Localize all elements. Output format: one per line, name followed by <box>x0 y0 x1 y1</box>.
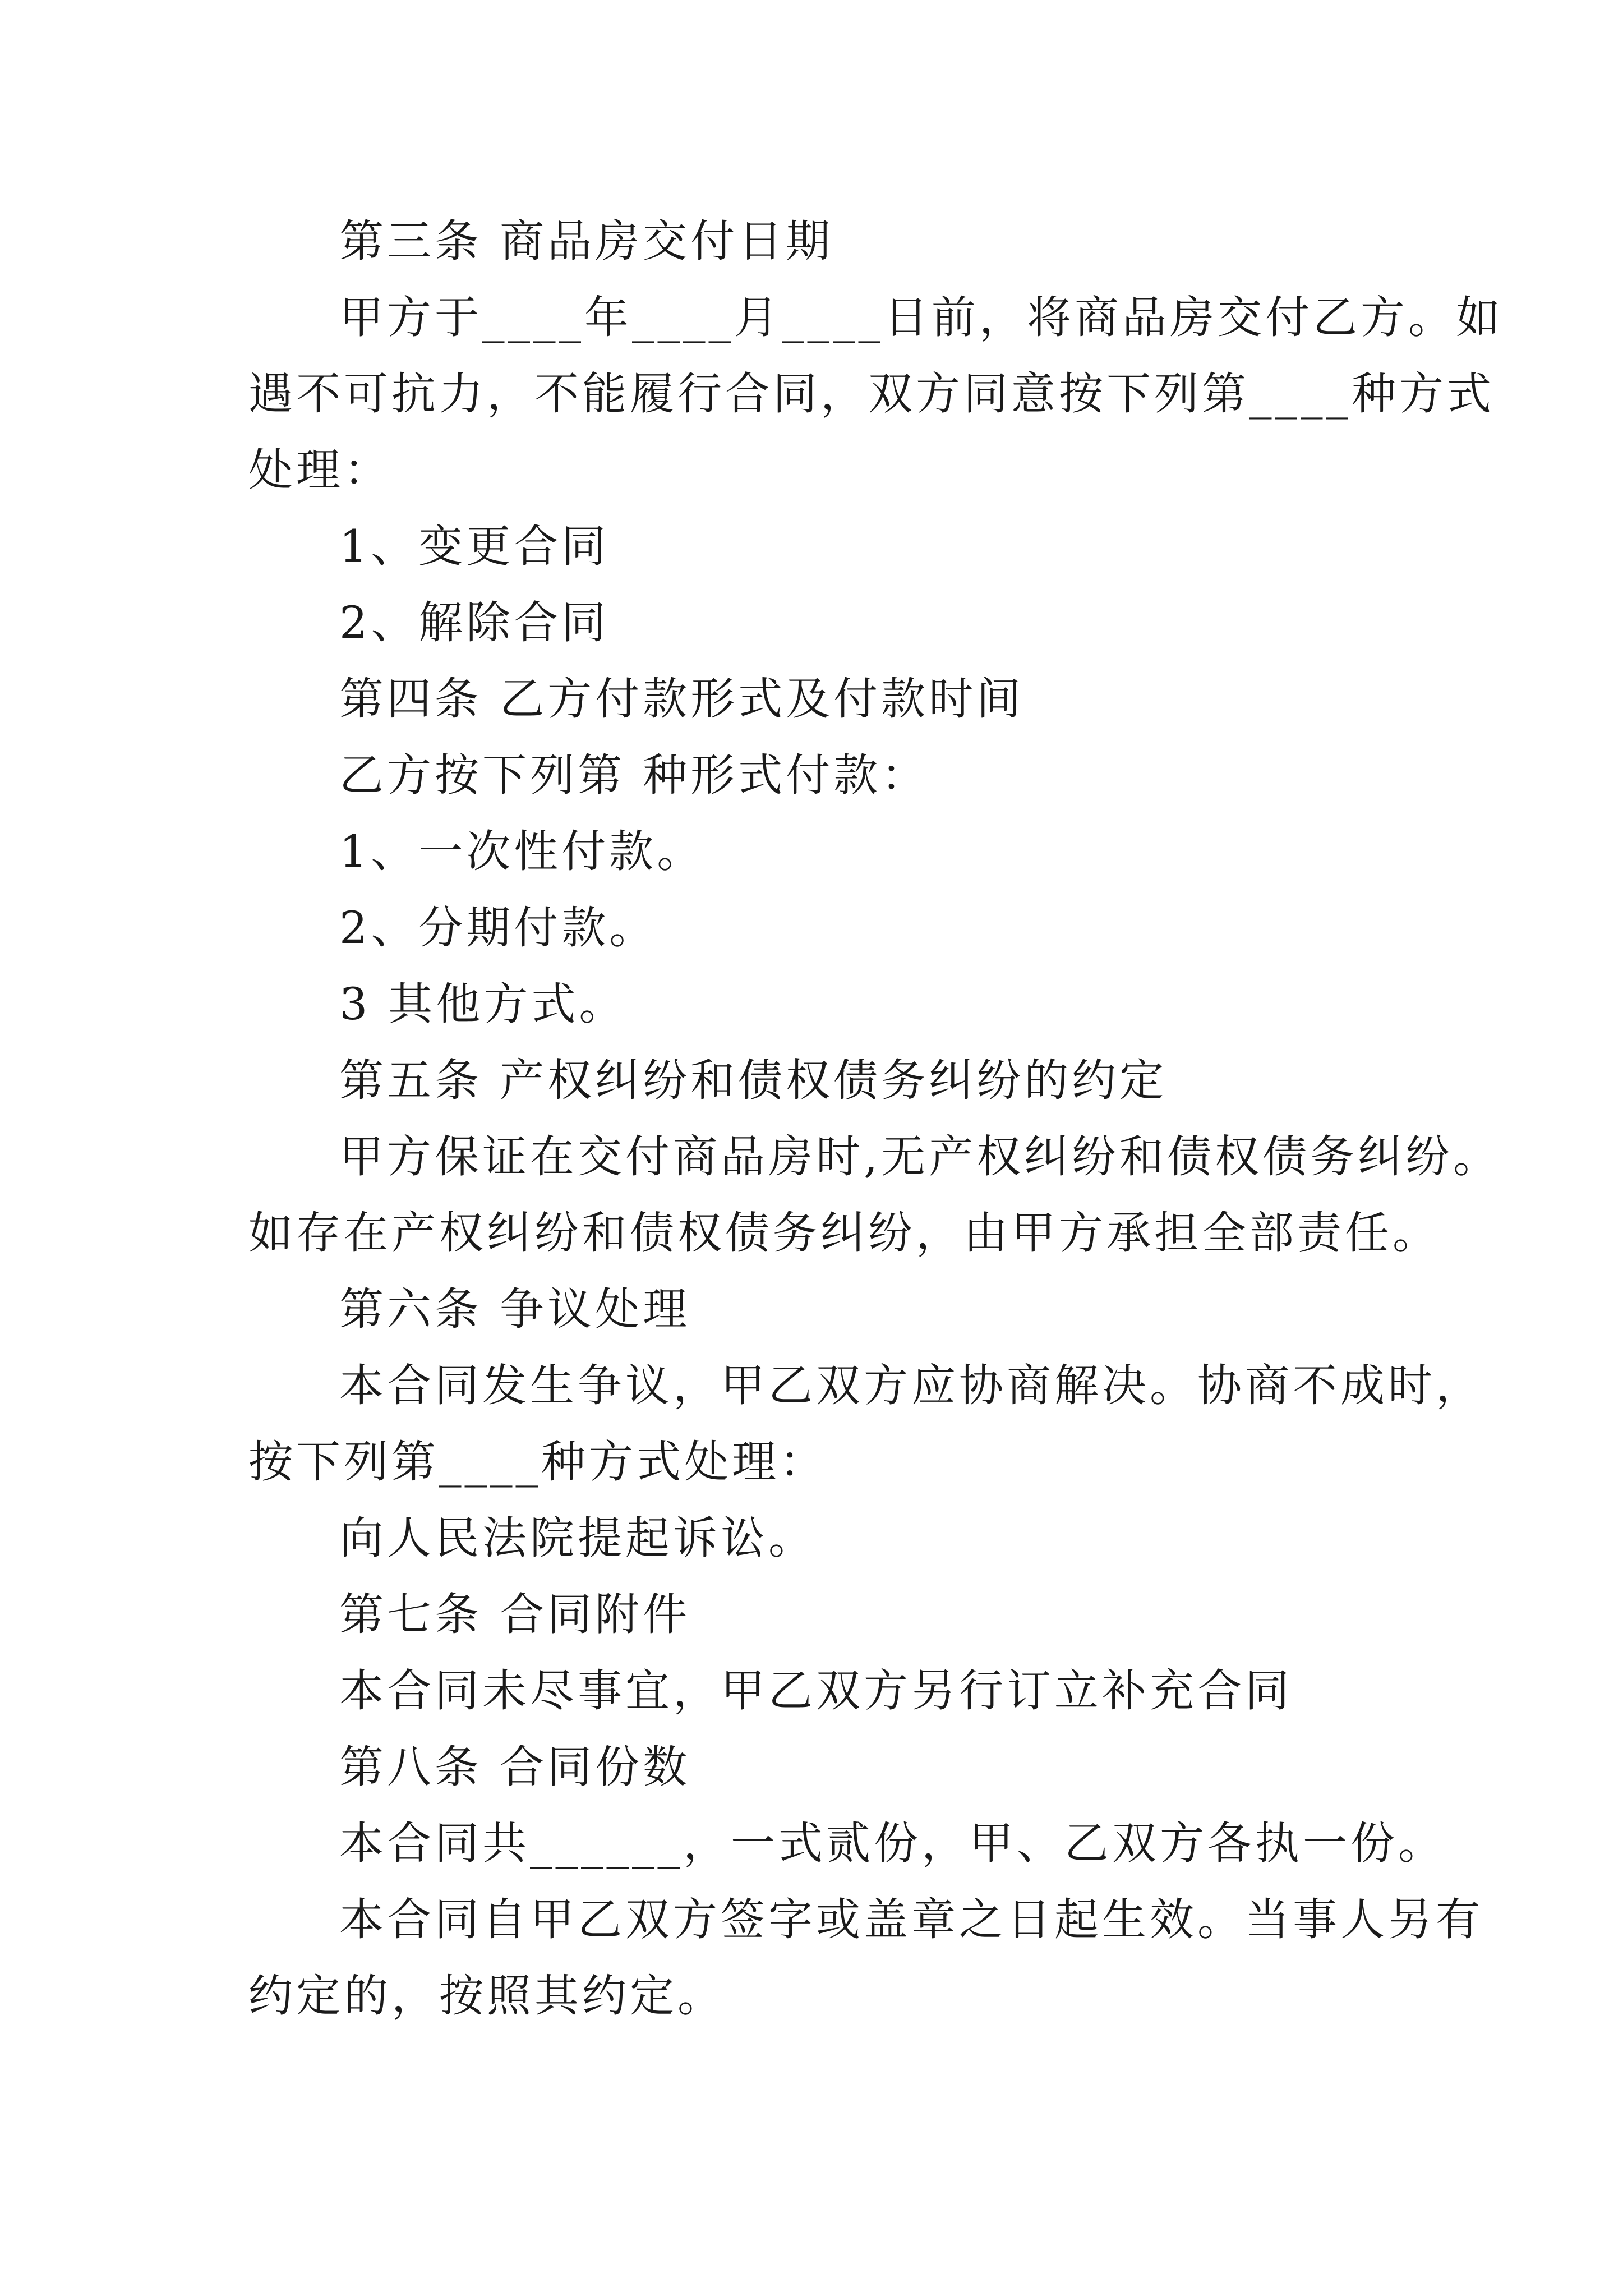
article-3-heading: 第三条 商品房交付日期 <box>339 215 834 267</box>
list-item: 2、解除合同 <box>339 597 610 648</box>
article-4-heading: 第四条 乙方付款形式及付款时间 <box>339 673 1025 725</box>
list-item: 3 其他方式。 <box>339 978 627 1030</box>
paragraph-line: 本合同共______，一式贰份，甲、乙双方各执一份。 <box>339 1818 1446 1869</box>
paragraph-line: 如存在产权纠纷和债权债务纠纷，由甲方承担全部责任。 <box>248 1207 1440 1259</box>
paragraph-line: 本合同未尽事宜，甲乙双方另行订立补充合同 <box>339 1665 1293 1717</box>
paragraph-line: 遇不可抗力，不能履行合同，双方同意按下列第____种方式 <box>248 368 1495 420</box>
article-7-heading: 第七条 合同附件 <box>339 1589 691 1640</box>
paragraph-line: 约定的，按照其约定。 <box>248 1970 725 2022</box>
paragraph-line: 按下列第____种方式处理： <box>248 1436 827 1488</box>
paragraph-line: 本合同发生争议，甲乙双方应协商解决。协商不成时， <box>339 1360 1483 1411</box>
list-item: 1、变更合同 <box>339 521 610 572</box>
paragraph-line: 本合同自甲乙双方签字或盖章之日起生效。当事人另有 <box>339 1894 1483 1945</box>
article-8-heading: 第八条 合同份数 <box>339 1741 691 1793</box>
paragraph-line: 乙方按下列第 种形式付款： <box>339 749 929 801</box>
article-6-heading: 第六条 争议处理 <box>339 1283 691 1335</box>
paragraph-line: 甲方保证在交付商品房时,无产权纠纷和债权债务纠纷。 <box>339 1131 1501 1182</box>
list-item: 1、一次性付款。 <box>339 826 705 877</box>
paragraph-line: 向人民法院提起诉讼。 <box>339 1512 816 1564</box>
list-item: 2、分期付款。 <box>339 902 657 954</box>
paragraph-line: 处理： <box>248 444 391 496</box>
paragraph-line: 甲方于____年____月____日前，将商品房交付乙方。如 <box>339 292 1504 343</box>
article-5-heading: 第五条 产权纠纷和债权债务纠纷的约定 <box>339 1055 1168 1106</box>
